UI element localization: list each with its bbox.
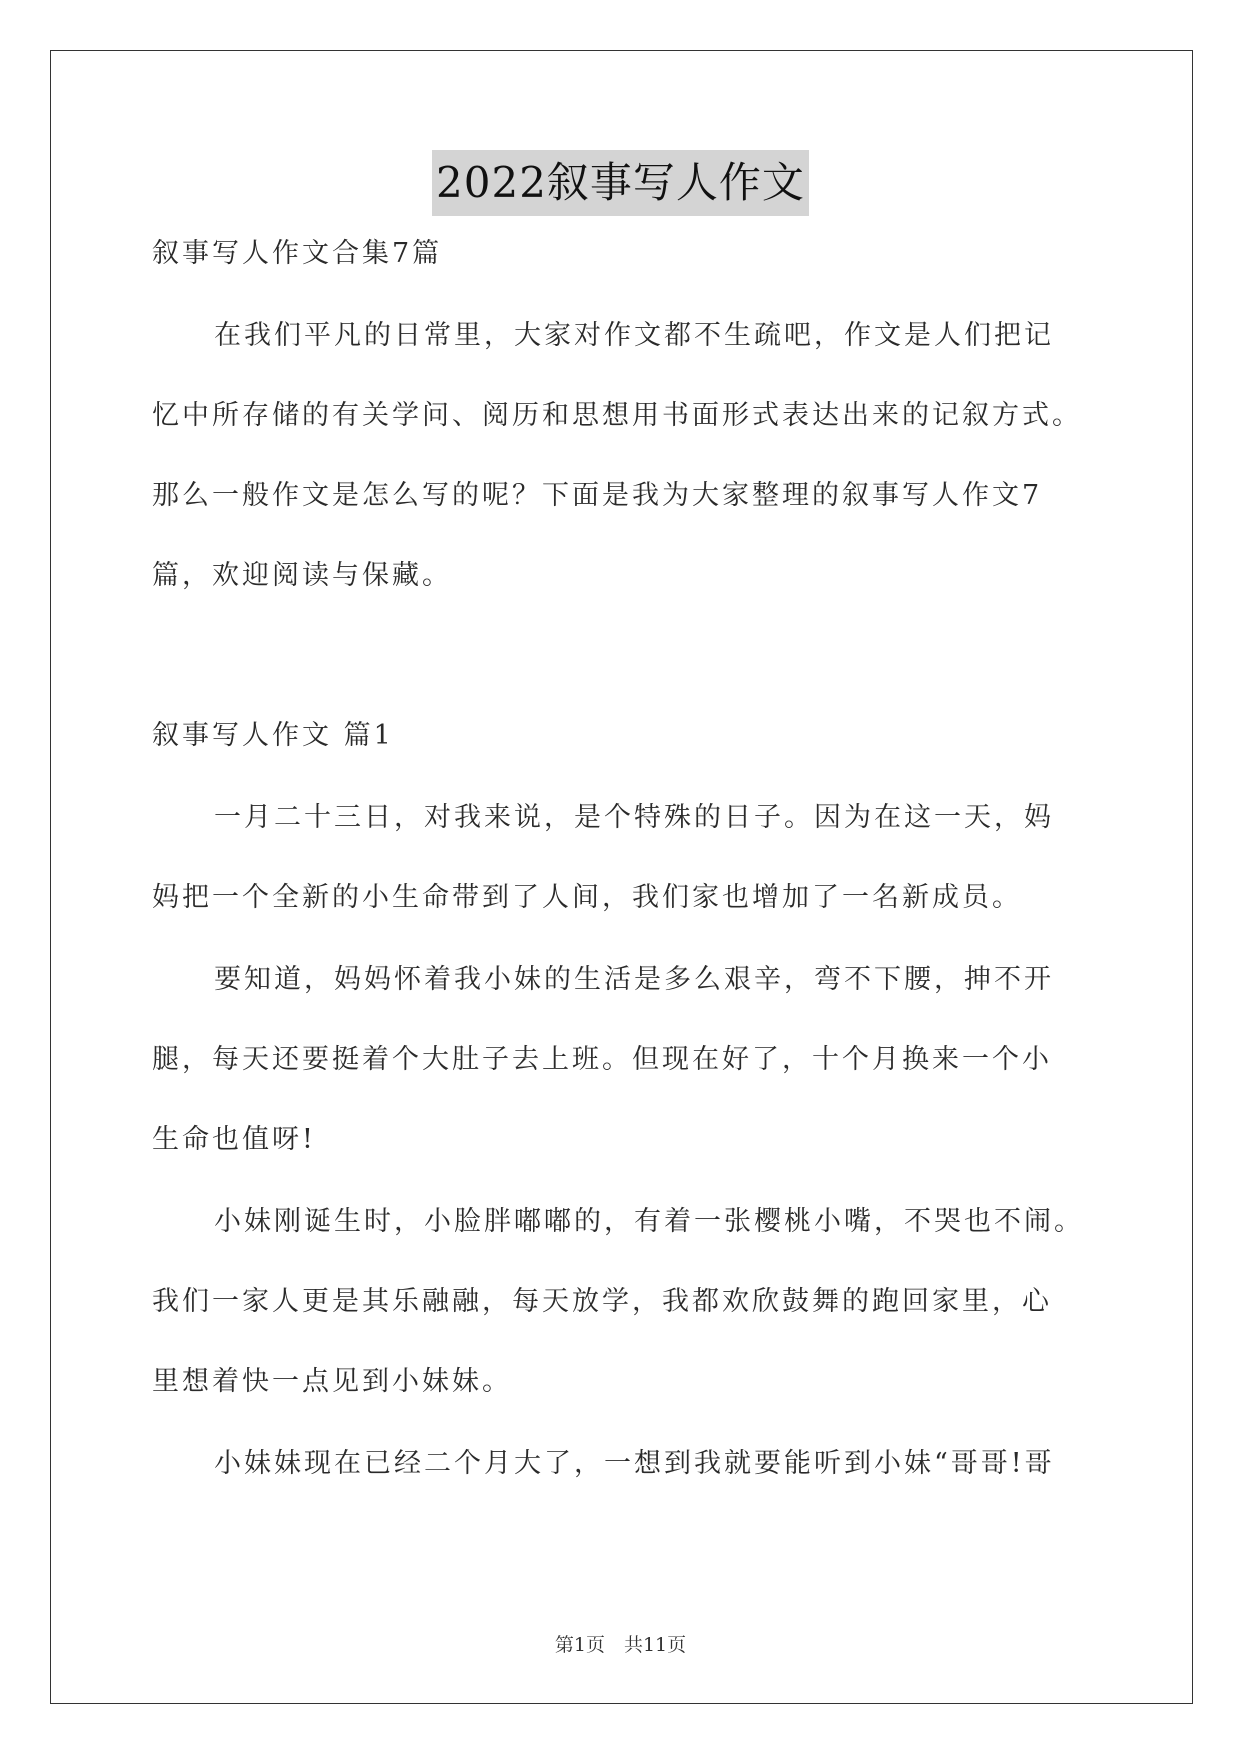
title-area	[0, 150, 1241, 216]
paragraph-line: 妈把一个全新的小生命带到了人间，我们家也增加了一名新成员。	[152, 882, 1022, 913]
paragraph-line: 忆中所存储的有关学问、阅历和思想用书面形式表达出来的记叙方式。	[152, 400, 1082, 431]
paragraph-line: 生命也值呀!	[152, 1124, 316, 1155]
subtitle-line: 叙事写人作文合集7篇	[152, 238, 443, 269]
paragraph-line: 里想着快一点见到小妹妹。	[152, 1366, 512, 1397]
paragraph-line: 腿，每天还要挺着个大肚子去上班。但现在好了，十个月换来一个小	[152, 1044, 1052, 1075]
paragraph-line: 小妹刚诞生时，小脸胖嘟嘟的，有着一张樱桃小嘴，不哭也不闹。	[214, 1206, 1084, 1237]
paragraph-line: 一月二十三日，对我来说，是个特殊的日子。因为在这一天，妈	[214, 802, 1054, 833]
document-title: 2022叙事写人作文	[432, 150, 809, 216]
paragraph-line: 那么一般作文是怎么写的呢？下面是我为大家整理的叙事写人作文7	[152, 480, 1043, 511]
paragraph-line: 在我们平凡的日常里，大家对作文都不生疏吧，作文是人们把记	[214, 320, 1054, 351]
paragraph-line: 小妹妹现在已经二个月大了，一想到我就要能听到小妹“哥哥!哥	[214, 1448, 1055, 1479]
section-heading: 叙事写人作文 篇1	[152, 720, 394, 751]
paragraph-line: 篇，欢迎阅读与保藏。	[152, 560, 452, 591]
paragraph-line: 要知道，妈妈怀着我小妹的生活是多么艰辛，弯不下腰，抻不开	[214, 964, 1054, 995]
paragraph-line: 我们一家人更是其乐融融，每天放学，我都欢欣鼓舞的跑回家里，心	[152, 1286, 1052, 1317]
page-number: 第1页 共11页	[554, 1634, 687, 1656]
